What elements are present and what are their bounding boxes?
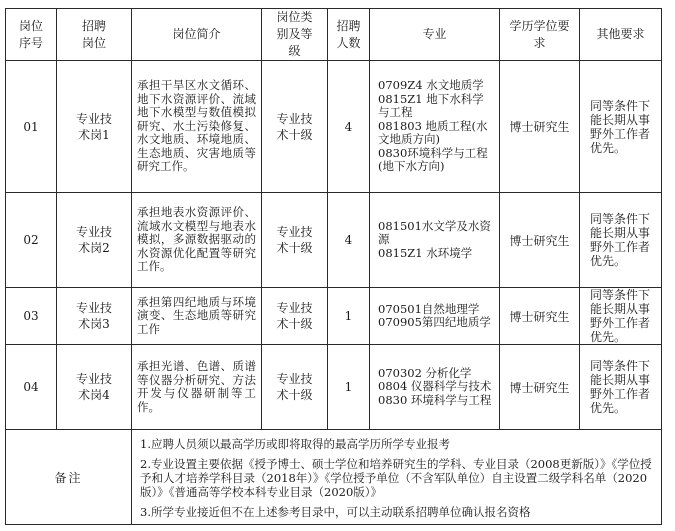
header-intro: 岗位简介 (132, 9, 262, 61)
table-row (6, 61, 662, 193)
header-row (6, 9, 662, 61)
row-seq: 02 (6, 193, 57, 288)
row-post: 专业技 术岗3 (57, 288, 132, 345)
table-row (6, 288, 662, 345)
row-category: 专业技 术十级 (262, 61, 328, 193)
row-intro: 承担第四纪地质与环境演变、生态地质等研究工作 (132, 288, 262, 345)
header-other: 其他要求 (580, 9, 662, 61)
row-seq: 04 (6, 345, 57, 430)
note-item: 3.所学专业接近但不在上述参考目录中，可以主动联系招聘单位确认报名资格 (140, 505, 531, 519)
row-intro: 承担光谱、色谱、质谱等仪器分析研究、方法开发与仪器研制等工作。 (132, 345, 262, 430)
row-major: 070501自然地理学 070905第四纪地质学 (370, 288, 500, 345)
row-other: 同等条件下能长期从事野外工作者优先。 (580, 61, 662, 193)
note-item: 2.专业设置主要依据《授予博士、硕士学位和培养研究生的学科、专业目录（2008更新版）》《学位授予和人才培养学科目录（2018年）》《学位授予单位（不含军队单位）自主设置二级学科名单（2020版）》《普通高等学校本科专业目录（2020版）》 (140, 457, 652, 499)
recruitment-table (5, 8, 662, 525)
row-other: 同等条件下能长期从事野外工作者优先。 (580, 193, 662, 288)
notes-label: 备注 (6, 430, 132, 525)
row-post: 专业技 术岗4 (57, 345, 132, 430)
row-other: 同等条件下能长期从事野外工作者优先。 (580, 288, 662, 345)
row-major: 081501水文学及水资源 0815Z1 水环境学 (370, 193, 500, 288)
row-other: 同等条件下能长期从事野外工作者优先。 (580, 345, 662, 430)
row-degree: 博士研究生 (500, 61, 580, 193)
row-major: 070302 分析化学 0804 仪器科学与技术 0830 环境科学与工程 (370, 345, 500, 430)
note-item: 1.应聘人员须以最高学历或即将取得的最高学历所学专业报考 (140, 437, 450, 451)
row-category: 专业技 术十级 (262, 193, 328, 288)
table-row (6, 345, 662, 430)
row-count: 4 (328, 61, 370, 193)
row-degree: 博士研究生 (500, 345, 580, 430)
row-category: 专业技 术十级 (262, 345, 328, 430)
table-row (6, 193, 662, 288)
row-count: 1 (328, 345, 370, 430)
header-degree: 学历学位要 求 (500, 9, 580, 61)
row-major: 0709Z4 水文地质学 0815Z1 地下水科学与工程 081803 地质工程(水文地质方向) 0830环境科学与工程(地下水方向) (370, 61, 500, 193)
header-post: 招聘 岗位 (57, 9, 132, 61)
header-major: 专业 (370, 9, 500, 61)
row-seq: 01 (6, 61, 57, 193)
header-count: 招聘 人数 (328, 9, 370, 61)
row-category: 专业技 术十级 (262, 288, 328, 345)
row-count: 4 (328, 193, 370, 288)
row-seq: 03 (6, 288, 57, 345)
row-degree: 博士研究生 (500, 288, 580, 345)
row-count: 1 (328, 288, 370, 345)
header-category: 岗位类 别及等 级 (262, 9, 328, 61)
notes-row (6, 430, 662, 525)
row-degree: 博士研究生 (500, 193, 580, 288)
row-post: 专业技 术岗2 (57, 193, 132, 288)
notes-content (132, 430, 662, 525)
header-seq: 岗位 序号 (6, 9, 57, 61)
row-intro: 承担干旱区水文循环、地下水资源评价、流域地下水模型与数值模拟研究、水土污染修复、水文地质、环境地质、生态地质、灾害地质等研究工作。 (132, 61, 262, 193)
row-intro: 承担地表水资源评价、流域水文模型与地表水模拟，多源数据驱动的水资源优化配置等研究工作。 (132, 193, 262, 288)
row-post: 专业技 术岗1 (57, 61, 132, 193)
